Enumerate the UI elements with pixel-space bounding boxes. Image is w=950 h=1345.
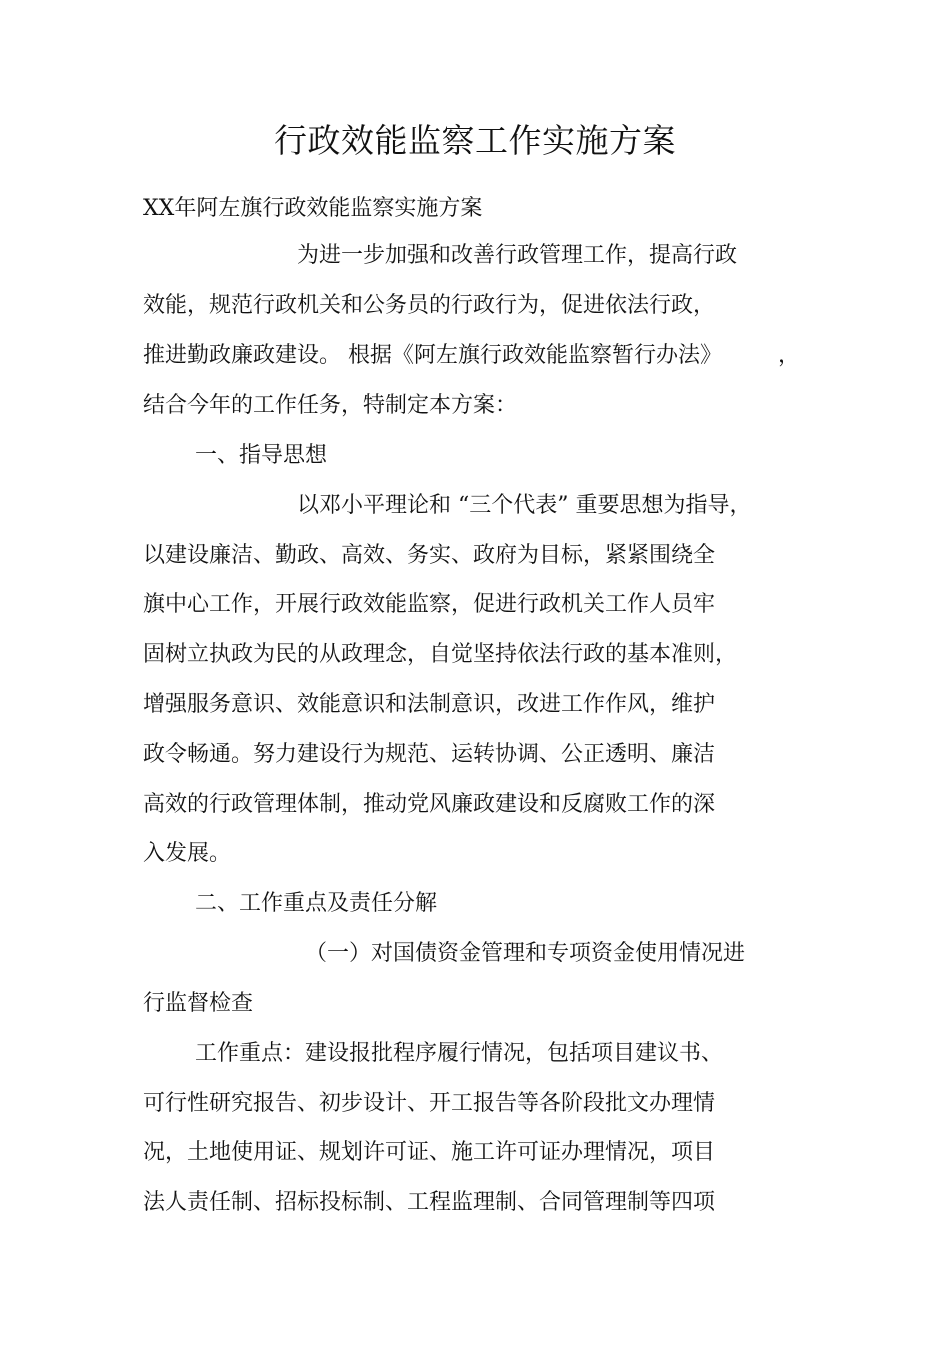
focus-line-1: 工作重点：建设报批程序履行情况，包括项目建议书、	[195, 1041, 724, 1066]
intro-line-4: 结合今年的工作任务，特制定本方案：	[143, 393, 518, 418]
section-2-item-1-line-2: 行监督检查	[143, 991, 254, 1016]
section-1-line-2: 以建设廉洁、勤政、高效、务实、政府为目标，紧紧围绕全	[143, 543, 716, 568]
intro-trailing-comma: ，	[778, 343, 801, 368]
section-1-heading: 一、指导思想	[195, 443, 328, 468]
intro-line-2: 效能，规范行政机关和公务员的行政行为，促进依法行政，	[143, 293, 716, 318]
section-1-line-3: 旗中心工作，开展行政效能监察，促进行政机关工作人员牢	[143, 592, 716, 617]
section-1-line-1: 以邓小平理论和 “三个代表” 重要思想为指导，	[297, 493, 752, 518]
focus-line-3: 况，土地使用证、规划许可证、施工许可证办理情况，项目	[143, 1140, 716, 1165]
document-subtitle: XX年阿左旗行政效能监察实施方案	[143, 196, 483, 221]
document-title: 行政效能监察工作实施方案	[274, 121, 676, 160]
section-1-line-5: 增强服务意识、效能意识和法制意识，改进工作作风，维护	[143, 692, 716, 717]
section-1-line-4: 固树立执政为民的从政理念，自觉坚持依法行政的基本准则，	[143, 642, 738, 667]
focus-line-4: 法人责任制、招标投标制、工程监理制、合同管理制等四项	[143, 1190, 716, 1215]
section-1-line-7: 高效的行政管理体制，推动党风廉政建设和反腐败工作的深	[143, 792, 716, 817]
section-2-heading: 二、工作重点及责任分解	[195, 891, 438, 916]
intro-line-1: 为进一步加强和改善行政管理工作，提高行政	[297, 243, 738, 268]
focus-line-2: 可行性研究报告、初步设计、开工报告等各阶段批文办理情	[143, 1091, 716, 1116]
section-1-line-8: 入发展。	[143, 841, 232, 866]
intro-line-3: 推进勤政廉政建设。 根据《阿左旗行政效能监察暂行办法》	[143, 343, 722, 368]
section-2-item-1-line-1: （一）对国债资金管理和专项资金使用情况进	[305, 941, 746, 966]
section-1-line-6: 政令畅通。努力建设行为规范、运转协调、公正透明、廉洁	[143, 742, 716, 767]
